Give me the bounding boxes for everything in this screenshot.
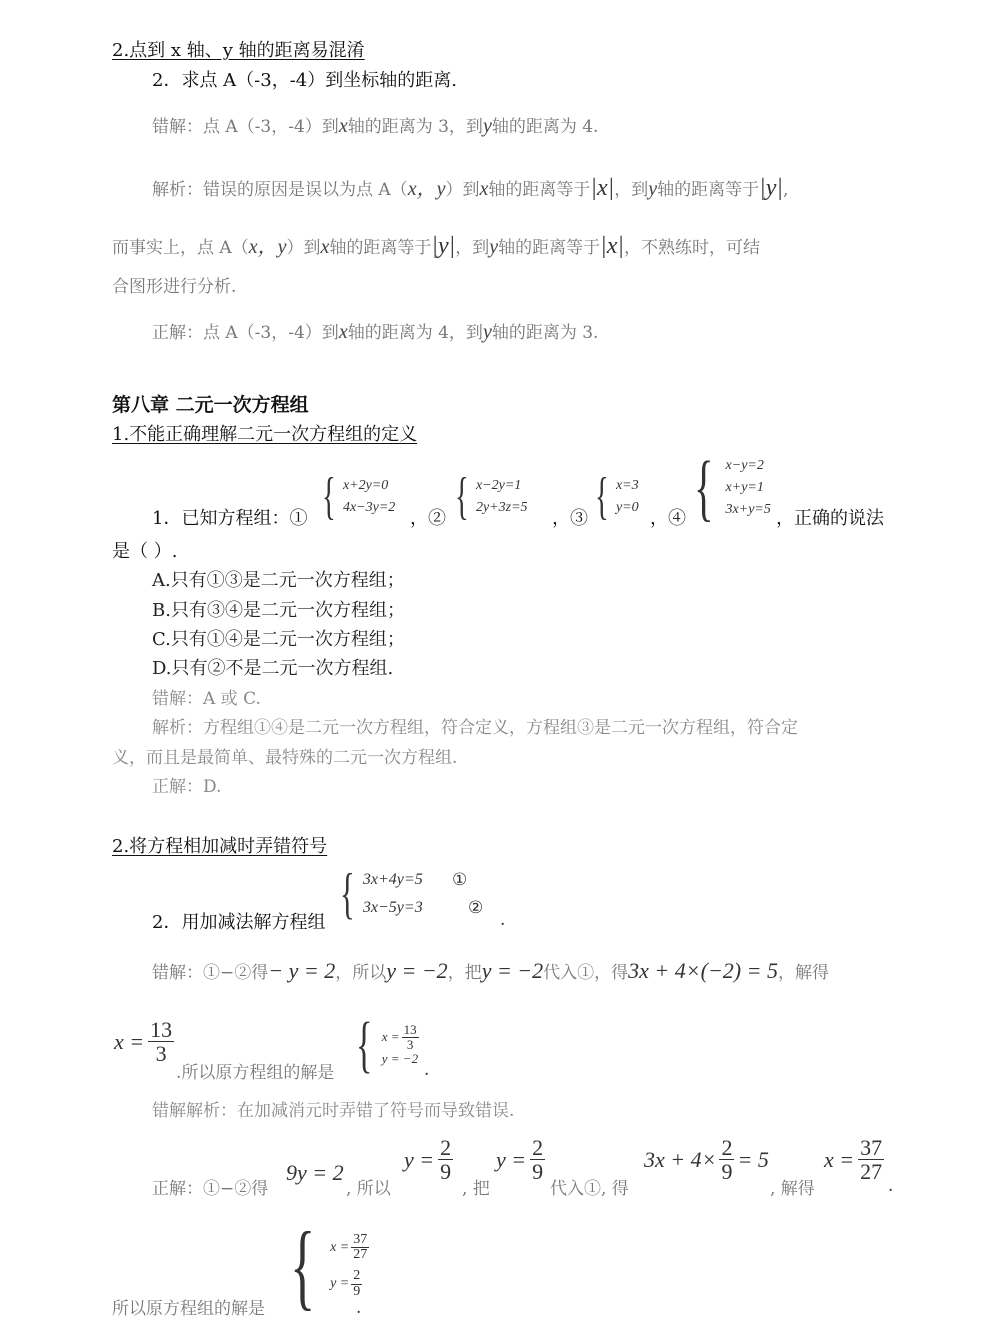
system-4: { x−y=2 x+y=1 3x+y=5 [694, 447, 771, 529]
wrong-solution-2-conclusion: .所以原方程组的解是 [176, 1063, 335, 1083]
question-2-text: 2．用加减法解方程组 [152, 912, 326, 933]
option-b: B.只有③④是二元一次方程组； [152, 600, 405, 621]
wrong-analysis-2: 错解解析：在加减消元时弄错了符号而导致错误. [152, 1101, 515, 1121]
system-1: { x+2y=0 4x−3y=2 [322, 468, 396, 525]
system-2: { x−2y=1 2y+3z=5 [455, 468, 528, 525]
question-2-dot: . [500, 910, 506, 930]
question-1-choice-2: ，② [410, 508, 446, 529]
equation-mark-2: ② [468, 898, 484, 918]
equation-mark-1: ① [452, 870, 468, 890]
section-heading-signs: 2.将方程相加减时弄错符号 [112, 836, 328, 857]
question-1-line-2: 是（ ）. [112, 541, 178, 562]
question-1-choice-4: ，④ [650, 508, 686, 529]
final-solution-label: 所以原方程组的解是 [112, 1299, 265, 1319]
final-solution-system: { x = $\frac{37}{27}$ y = $\frac{2}{9}$ [290, 1212, 368, 1319]
analysis-line-1: 解析：错误的原因是误以为点 A（x，y）到x轴的距离等于|x|，到y轴的距离等于|y|, [152, 175, 789, 201]
chapter-title: 第八章 二元一次方程组 [112, 394, 309, 416]
correct-y-value: y = $\frac{2}{9}$ [404, 1135, 452, 1185]
section-heading-distance: 2.点到 x 轴、y 轴的距离易混淆 [112, 40, 365, 61]
correct-text-into: 代入①, 得 [550, 1179, 629, 1199]
correct-line-dot: . [888, 1176, 894, 1196]
correct-text-sub: , 把 [462, 1179, 490, 1199]
option-a: A.只有①③是二元一次方程组； [152, 570, 405, 591]
wrong-x-value: x = $\frac{13}{3}$ [114, 1017, 173, 1067]
question-1-prefix: 1．已知方程组：① [152, 508, 308, 529]
analysis-line-3: 合图形进行分析. [112, 277, 237, 297]
correct-eq-9y: 9y = 2 [286, 1160, 344, 1185]
system-3: { x=3 y=0 [595, 468, 639, 525]
correct-text-so: , 所以 [346, 1179, 391, 1199]
correct-substitution: 3x + 4× $\frac{2}{9}$ = 5 [644, 1135, 769, 1185]
question-1-choice-3: ，③ [552, 508, 588, 529]
correct-text-solve: , 解得 [770, 1179, 815, 1199]
analysis-1-line-2: 义，而且是最简单、最特殊的二元一次方程组. [112, 748, 458, 768]
question-1-suffix: ，正确的说法 [776, 508, 884, 529]
correct-answer-1: 正解：D. [152, 777, 222, 797]
option-c: C.只有①④是二元一次方程组； [152, 629, 405, 650]
system-problem-2: { 3x+4y=5 3x−5y=3 [340, 863, 423, 925]
section-heading-definition: 1.不能正确理解二元一次方程组的定义 [112, 424, 418, 445]
wrong-solution-dot: . [424, 1060, 430, 1080]
final-dot: . [356, 1298, 362, 1318]
question-2-distance: 2．求点 A（-3，-4）到坐标轴的距离. [152, 70, 457, 91]
option-d: D.只有②不是二元一次方程组. [152, 658, 394, 679]
correct-solution-2-label: 正解：①−②得 [152, 1179, 269, 1199]
wrong-solution-system: { x = $\frac{13}{3}$ y = −2 [356, 1011, 419, 1079]
wrong-solution-2-line-1: 错解：①−②得− y = 2，所以y = −2，把y = −2代入①，得3x + 4×(−2) = 5，解得 [152, 958, 829, 983]
wrong-answer-1: 错解：A 或 C. [152, 689, 261, 709]
correct-solution-line: 正解：点 A（-3，-4）到x轴的距离为 4，到y轴的距离为 3. [152, 321, 599, 343]
wrong-solution-line: 错解：点 A（-3，-4）到x轴的距离为 3，到y轴的距离为 4. [152, 115, 599, 137]
analysis-1-line-1: 解析：方程组①④是二元一次方程组，符合定义，方程组③是二元一次方程组，符合定 [152, 718, 798, 738]
analysis-line-2: 而事实上，点 A（x，y）到x轴的距离等于|y|，到y轴的距离等于|x|，不熟练时，可结 [112, 233, 760, 259]
correct-x-value: x = $\frac{37}{27}$ [824, 1135, 883, 1185]
correct-y-value-2: y = $\frac{2}{9}$ [496, 1135, 544, 1185]
